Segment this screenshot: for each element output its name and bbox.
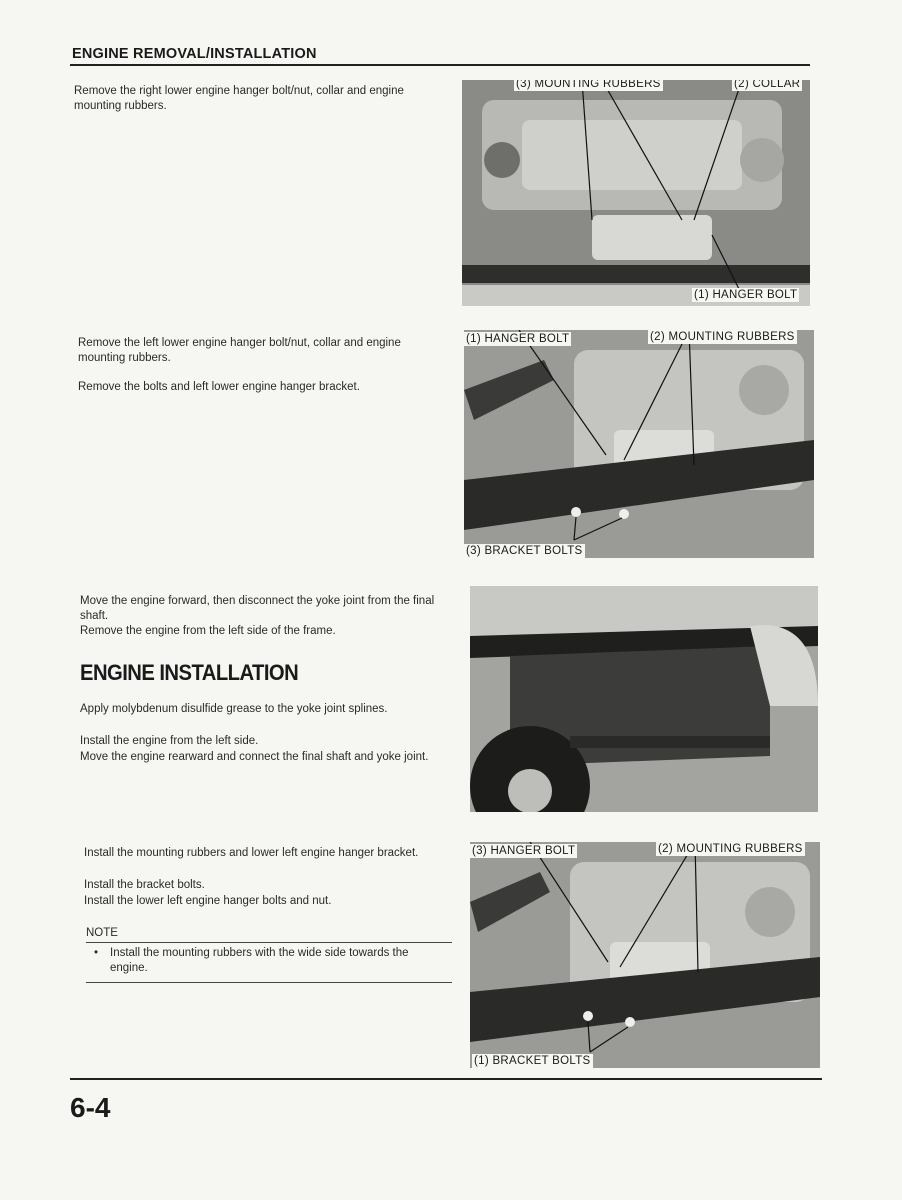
note-label: NOTE	[86, 927, 118, 939]
step-remove-engine: Remove the engine from the left side of the frame.	[80, 625, 336, 637]
engine-illustration	[464, 330, 814, 558]
note-bottom-rule	[86, 982, 452, 983]
step-install-bracket-bolts: Install the bracket bolts.	[84, 879, 205, 891]
step-disconnect-yoke: Move the engine forward, then disconnect the yoke joint from the final shaft.	[80, 595, 435, 622]
callout-mounting-rubbers: (2) MOUNTING RUBBERS	[650, 331, 795, 343]
header-rule	[70, 64, 810, 66]
step-apply-grease: Apply molybdenum disulfide grease to the yoke joint splines.	[80, 703, 388, 715]
page-header-title: ENGINE REMOVAL/INSTALLATION	[72, 46, 317, 62]
figure-right-hanger-photo	[462, 80, 810, 306]
page-number: 6-4	[70, 1092, 111, 1123]
step-install-from-left: Install the engine from the left side.	[80, 735, 259, 747]
callout-mounting-rubbers: (2) MOUNTING RUBBERS	[658, 843, 803, 855]
step-install-hanger-bolts: Install the lower left engine hanger bolts and nut.	[84, 895, 332, 907]
engine-illustration	[470, 842, 820, 1068]
callout-bracket-bolts: (1) BRACKET BOLTS	[474, 1055, 591, 1067]
frame-illustration	[470, 586, 818, 812]
step-remove-right-hanger: Remove the right lower engine hanger bolt/nut, collar and engine mounting rubbers.	[74, 85, 404, 112]
callout-hanger-bolt: (1) HANGER BOLT	[466, 333, 570, 345]
section-title-installation: ENGINE INSTALLATION	[80, 660, 299, 685]
note-bullet: •	[94, 947, 99, 959]
figure-install-bracket-photo	[470, 842, 820, 1068]
callout-bracket-bolts: (3) BRACKET BOLTS	[466, 545, 583, 557]
callout-mounting-rubbers: (3) MOUNTING RUBBERS	[514, 80, 663, 91]
footer-rule	[70, 1078, 822, 1080]
callout-hanger-bolt: (1) HANGER BOLT	[694, 289, 798, 301]
callout-hanger-bolt: (3) HANGER BOLT	[472, 845, 576, 857]
step-remove-left-hanger: Remove the left lower engine hanger bolt/nut, collar and engine mounting rubbers.	[78, 337, 401, 364]
engine-illustration	[462, 80, 810, 306]
callout-collar: (2) COLLAR	[732, 80, 802, 91]
step-remove-left-bracket: Remove the bolts and left lower engine hanger bracket.	[78, 381, 360, 393]
figure-left-hanger-photo	[464, 330, 814, 558]
figure-frame-photo	[470, 586, 818, 812]
step-connect-yoke: Move the engine rearward and connect the final shaft and yoke joint.	[80, 751, 429, 763]
note-top-rule	[86, 942, 452, 943]
note-item: Install the mounting rubbers with the wide side towards the engine.	[110, 947, 409, 974]
step-install-rubbers-bracket: Install the mounting rubbers and lower left engine hanger bracket.	[84, 847, 419, 859]
